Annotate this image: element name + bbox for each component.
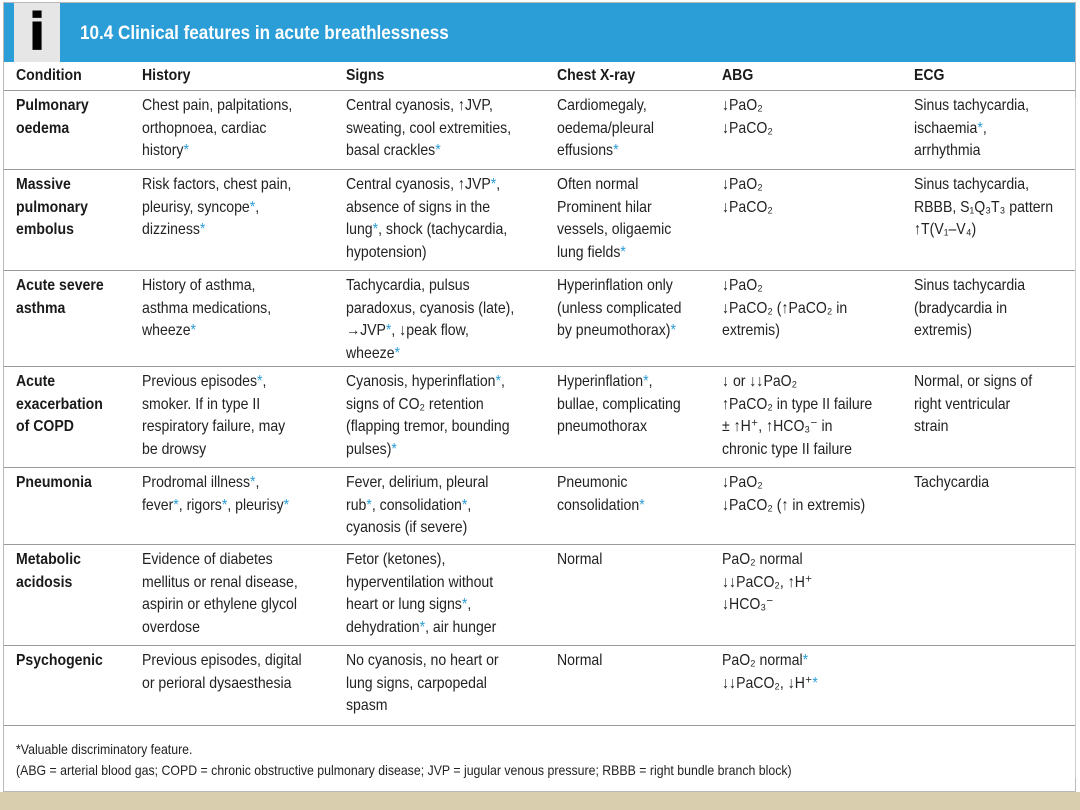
cell-chest-xray — [557, 271, 722, 367]
cell-line: basal crackles* — [346, 142, 441, 160]
cell-signs — [346, 91, 557, 170]
cell-signs — [346, 645, 557, 725]
cell-line: effusions* — [557, 142, 619, 160]
cell-abg — [722, 544, 914, 645]
cell-line: Prodromal illness*, — [142, 473, 260, 491]
cell-line: Pneumonic — [557, 473, 628, 491]
cell-line: ↓HCO₃⁻ — [722, 596, 774, 614]
cell-line: ↓PaO₂ — [722, 176, 763, 193]
column-header-abg: ABG — [722, 62, 914, 91]
cell-line: asthma — [16, 299, 66, 317]
cell-line: Fetor (ketones), — [346, 550, 446, 568]
column-header-history: History — [142, 62, 346, 91]
cell-line: Fever, delirium, pleural — [346, 473, 489, 491]
cell-line: right ventricular — [914, 395, 1011, 413]
cell-signs — [346, 544, 557, 645]
cell-line: acidosis — [16, 573, 73, 591]
cell-history — [142, 271, 346, 367]
cell-line: extremis) — [722, 322, 780, 340]
cell-line: Massive — [16, 176, 71, 193]
cell-chest-xray — [557, 544, 722, 645]
cell-history — [142, 366, 346, 467]
cell-line: Normal, or signs of — [914, 372, 1033, 390]
cell-line: Central cyanosis, ↑JVP*, — [346, 176, 501, 193]
cell-line: lung*, shock (tachycardia, — [346, 221, 508, 239]
cell-ecg — [914, 467, 1075, 544]
cell-line: Acute — [16, 372, 56, 390]
cell-line: (unless complicated — [557, 299, 682, 317]
cell-condition — [4, 645, 142, 725]
cell-line: Pneumonia — [16, 473, 92, 491]
cell-chest-xray — [557, 467, 722, 544]
cell-condition — [4, 467, 142, 544]
cell-line: Psychogenic — [16, 651, 103, 669]
table-row — [4, 170, 1075, 271]
table-row — [4, 645, 1075, 725]
cell-line: ↓PaO₂ — [722, 473, 763, 491]
cell-line: Tachycardia, pulsus — [346, 277, 470, 294]
cell-line: Sinus tachycardia — [914, 277, 1026, 294]
cell-line: Evidence of diabetes — [142, 550, 273, 568]
cell-line: wheeze* — [346, 345, 401, 363]
cell-line: Tachycardia — [914, 473, 990, 491]
cell-line: ↓↓PaCO₂, ↓H⁺* — [722, 674, 818, 692]
cell-line: sweating, cool extremities, — [346, 119, 512, 137]
cell-ecg — [914, 170, 1075, 271]
cell-line: of COPD — [16, 418, 74, 436]
cell-line: Previous episodes, digital — [142, 651, 302, 669]
cell-line: aspirin or ethylene glycol — [142, 596, 297, 614]
cell-line: embolus — [16, 221, 74, 239]
cell-abg — [722, 467, 914, 544]
table-row — [4, 271, 1075, 367]
cell-line: No cyanosis, no heart or — [346, 651, 499, 669]
cell-ecg — [914, 366, 1075, 467]
cell-condition — [4, 271, 142, 367]
cell-ecg — [914, 91, 1075, 170]
cell-line: spasm — [346, 697, 388, 715]
cell-line: cyanosis (if severe) — [346, 519, 468, 537]
cell-ecg — [914, 271, 1075, 367]
cell-line: exacerbation — [16, 395, 103, 413]
column-header-row — [4, 62, 1075, 91]
cell-history — [142, 467, 346, 544]
cell-signs — [346, 366, 557, 467]
cell-abg — [722, 271, 914, 367]
cell-history — [142, 645, 346, 725]
footnote-abbreviations: (ABG = arterial blood gas; COPD = chronic obstructive pulmonary disease; JVP = jugular venous pressure; RBBB = right bundle branch block) — [16, 762, 792, 778]
column-header-ecg: ECG — [914, 62, 1075, 91]
cell-line: dizziness* — [142, 221, 206, 239]
cell-line: hyperventilation without — [346, 573, 494, 591]
cell-line: oedema/pleural — [557, 119, 655, 137]
cell-line: Hyperinflation only — [557, 277, 673, 294]
info-icon: i — [14, 3, 60, 62]
cell-line: Normal — [557, 550, 603, 568]
cell-line: Central cyanosis, ↑JVP, — [346, 97, 493, 114]
cell-line: History of asthma, — [142, 277, 256, 294]
cell-line: pulmonary — [16, 198, 88, 216]
cell-abg — [722, 366, 914, 467]
cell-line: Chest pain, palpitations, — [142, 97, 293, 114]
cell-line: or perioral dysaesthesia — [142, 674, 292, 692]
page-edge — [1075, 98, 1080, 778]
table-row — [4, 467, 1075, 544]
cell-line: Sinus tachycardia, — [914, 97, 1030, 114]
cell-line: be drowsy — [142, 440, 207, 458]
table-row — [4, 366, 1075, 467]
cell-signs — [346, 170, 557, 271]
table-row — [4, 91, 1075, 170]
column-header-condition: Condition — [4, 62, 142, 91]
cell-line: pulses)* — [346, 440, 397, 458]
cell-line: ↓PaCO₂ — [722, 198, 773, 216]
cell-line: ↓PaCO₂ (↑PaCO₂ in — [722, 299, 848, 317]
cell-line: history* — [142, 142, 189, 160]
cell-line: fever*, rigors*, pleurisy* — [142, 496, 290, 514]
cell-line: RBBB, S₁Q₃T₃ pattern — [914, 198, 1054, 216]
cell-line: chronic type II failure — [722, 440, 852, 458]
cell-line: pneumothorax — [557, 418, 648, 436]
cell-line: pleurisy, syncope*, — [142, 198, 260, 216]
clinical-features-table — [4, 62, 1075, 726]
cell-history — [142, 91, 346, 170]
cell-line: dehydration*, air hunger — [346, 618, 497, 636]
cell-line: (flapping tremor, bounding — [346, 418, 510, 436]
cell-line: lung fields* — [557, 244, 626, 262]
cell-line: ↓PaO₂ — [722, 277, 763, 294]
cell-line: consolidation* — [557, 496, 645, 514]
cell-chest-xray — [557, 170, 722, 271]
cell-line: (bradycardia in — [914, 299, 1008, 317]
cell-abg — [722, 645, 914, 725]
page-bottom-band — [0, 792, 1080, 810]
cell-line: ↑T(V₁–V₄) — [914, 221, 977, 239]
column-header-chest-xray: Chest X-ray — [557, 62, 722, 91]
cell-history — [142, 170, 346, 271]
cell-line: Sinus tachycardia, — [914, 176, 1030, 193]
cell-line: ± ↑H⁺, ↑HCO₃⁻ in — [722, 418, 833, 436]
cell-abg — [722, 91, 914, 170]
cell-abg — [722, 170, 914, 271]
cell-line: wheeze* — [142, 322, 197, 340]
cell-line: →JVP*, ↓peak flow, — [346, 322, 469, 340]
cell-history — [142, 544, 346, 645]
cell-line: extremis) — [914, 322, 972, 340]
cell-line: rub*, consolidation*, — [346, 496, 472, 514]
cell-line: arrhythmia — [914, 142, 981, 160]
cell-chest-xray — [557, 91, 722, 170]
cell-line: orthopnoea, cardiac — [142, 119, 267, 137]
cell-line: Prominent hilar — [557, 198, 652, 216]
cell-line: Acute severe — [16, 277, 104, 294]
cell-condition — [4, 366, 142, 467]
cell-signs — [346, 467, 557, 544]
table-row — [4, 544, 1075, 645]
cell-line: Risk factors, chest pain, — [142, 176, 292, 193]
cell-line: Normal — [557, 651, 603, 669]
cell-chest-xray — [557, 366, 722, 467]
cell-line: heart or lung signs*, — [346, 596, 472, 614]
cell-line: Cyanosis, hyperinflation*, — [346, 372, 505, 390]
cell-line: lung signs, carpopedal — [346, 674, 487, 692]
cell-ecg — [914, 544, 1075, 645]
cell-line: Cardiomegaly, — [557, 97, 647, 114]
cell-line: signs of CO₂ retention — [346, 395, 484, 413]
cell-line: ↓PaCO₂ (↑ in extremis) — [722, 496, 866, 514]
cell-line: PaO₂ normal — [722, 550, 803, 568]
cell-line: smoker. If in type II — [142, 395, 261, 413]
cell-signs — [346, 271, 557, 367]
cell-line: bullae, complicating — [557, 395, 681, 413]
cell-line: absence of signs in the — [346, 198, 491, 216]
cell-line: hypotension) — [346, 244, 427, 262]
column-header-signs: Signs — [346, 62, 557, 91]
cell-line: ↓PaCO₂ — [722, 119, 773, 137]
cell-chest-xray — [557, 645, 722, 725]
cell-line: asthma medications, — [142, 299, 272, 317]
table-header-bar — [4, 3, 1075, 62]
cell-line: ↓ or ↓↓PaO₂ — [722, 372, 798, 390]
cell-line: Metabolic — [16, 550, 81, 568]
cell-line: by pneumothorax)* — [557, 322, 676, 340]
cell-line: ischaemia*, — [914, 119, 987, 137]
cell-condition — [4, 91, 142, 170]
cell-line: Often normal — [557, 176, 639, 193]
cell-condition — [4, 170, 142, 271]
cell-line: ↓PaO₂ — [722, 97, 763, 114]
cell-line: mellitus or renal disease, — [142, 573, 298, 591]
cell-line: Pulmonary — [16, 97, 89, 114]
cell-line: Previous episodes*, — [142, 372, 267, 390]
cell-line: respiratory failure, may — [142, 418, 286, 436]
cell-line: Hyperinflation*, — [557, 372, 653, 390]
footnote-asterisk: *Valuable discriminatory feature. — [16, 741, 193, 757]
cell-line: ↑PaCO₂ in type II failure — [722, 395, 873, 413]
cell-line: paradoxus, cyanosis (late), — [346, 299, 515, 317]
cell-condition — [4, 544, 142, 645]
cell-line: PaO₂ normal* — [722, 651, 809, 669]
cell-ecg — [914, 645, 1075, 725]
cell-line: vessels, oligaemic — [557, 221, 672, 239]
table-title: 10.4 Clinical features in acute breathlessness — [80, 23, 449, 44]
cell-line: ↓↓PaCO₂, ↑H⁺ — [722, 573, 813, 591]
cell-line: strain — [914, 418, 949, 436]
cell-line: overdose — [142, 618, 200, 636]
cell-line: oedema — [16, 119, 70, 137]
